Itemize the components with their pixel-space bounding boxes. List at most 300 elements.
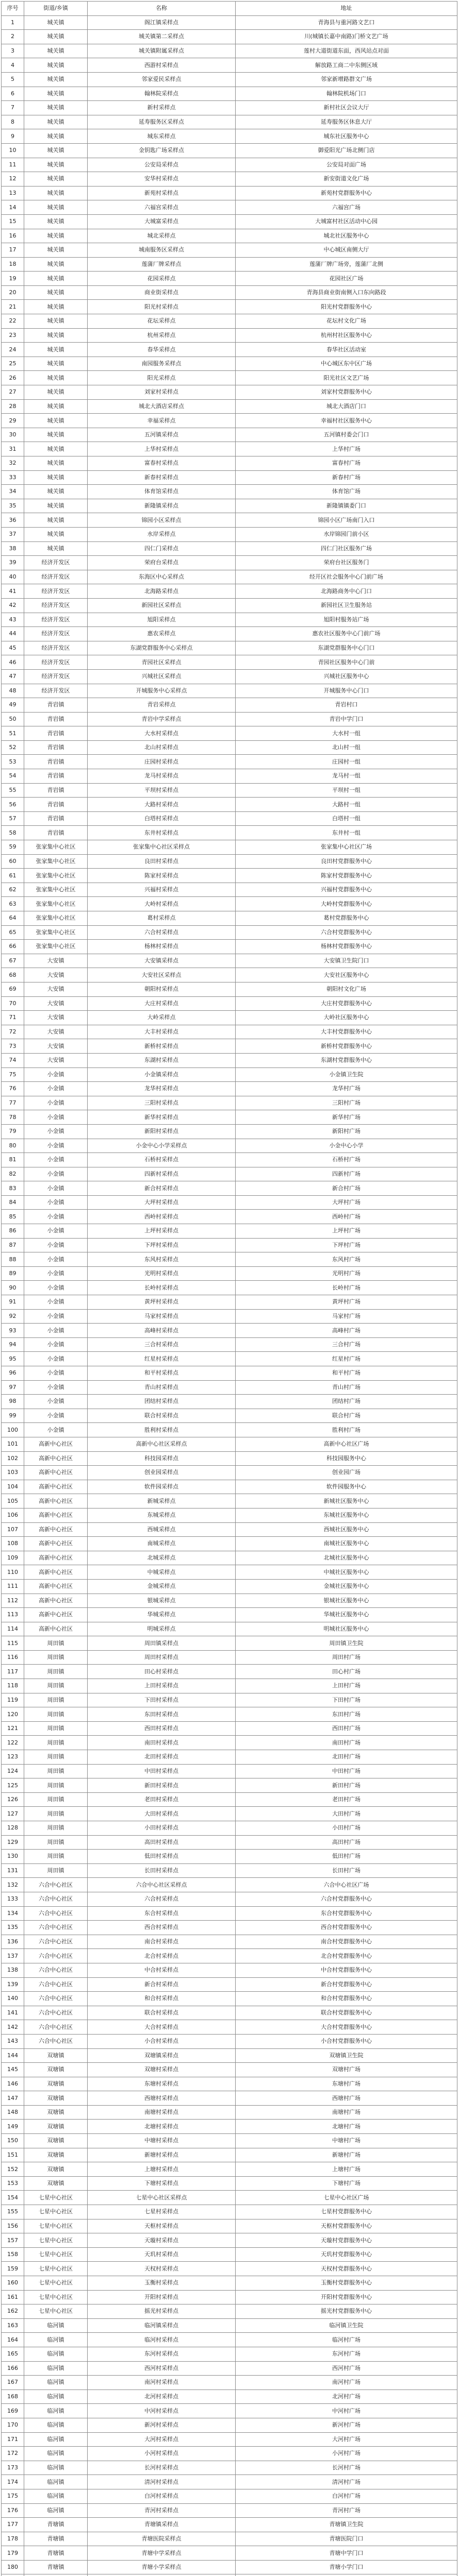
cell-town: 小金镇	[24, 1139, 88, 1153]
cell-site-name: 刘家村采样点	[88, 385, 236, 400]
cell-address: 上塘村广场	[236, 2162, 457, 2177]
cell-address: 大水村一组	[236, 726, 457, 741]
cell-town: 周田镇	[24, 1707, 88, 1722]
cell-town: 临河镇	[24, 2333, 88, 2347]
cell-address: 大合村党群服务中心	[236, 2020, 457, 2035]
cell-town: 城关镇	[24, 172, 88, 187]
cell-site-name: 兴城社区采样点	[88, 669, 236, 684]
cell-index: 49	[2, 698, 24, 713]
cell-address: 金城社区服务中心	[236, 1579, 457, 1594]
cell-address: 刘家村党群服务中心	[236, 385, 457, 400]
cell-index: 113	[2, 1608, 24, 1622]
cell-index: 87	[2, 1238, 24, 1252]
table-row	[2, 982, 457, 996]
table-row	[2, 1039, 457, 1054]
cell-index: 167	[2, 2376, 24, 2390]
cell-address: 六合中心社区广场	[236, 1878, 457, 1892]
cell-address: 龙马村一组	[236, 769, 457, 784]
cell-site-name: 富春村采样点	[88, 456, 236, 471]
cell-index: 111	[2, 1579, 24, 1594]
cell-town: 临河镇	[24, 2376, 88, 2390]
table-row	[2, 1139, 457, 1153]
cell-site-name: 新园社区采样点	[88, 598, 236, 613]
cell-index: 152	[2, 2162, 24, 2177]
cell-town: 临河镇	[24, 2503, 88, 2518]
cell-address: 高新中心社区广场	[236, 1437, 457, 1451]
cell-site-name: 西河村采样点	[88, 2361, 236, 2376]
cell-site-name: 华城采样点	[88, 1608, 236, 1622]
cell-index: 121	[2, 1721, 24, 1736]
cell-town: 城关镇	[24, 214, 88, 229]
cell-town: 周田镇	[24, 1863, 88, 1878]
cell-address: 上华村广场	[236, 442, 457, 456]
table-row	[2, 243, 457, 258]
cell-address: 东塘村广场	[236, 2077, 457, 2091]
cell-index: 20	[2, 285, 24, 300]
cell-site-name: 青岩采样点	[88, 698, 236, 713]
table-row	[2, 1281, 457, 1295]
cell-site-name: 旭阳采样点	[88, 613, 236, 627]
cell-index: 146	[2, 2077, 24, 2091]
cell-town: 六合中心社区	[24, 1992, 88, 2006]
cell-town: 双塘镇	[24, 2077, 88, 2091]
cell-index: 63	[2, 897, 24, 911]
cell-address: 小金中心小学	[236, 1139, 457, 1153]
cell-address: 光明村广场	[236, 1266, 457, 1281]
cell-address: 水岸锦园门前小区	[236, 527, 457, 541]
cell-address: 南田村广场	[236, 1736, 457, 1750]
cell-index: 67	[2, 954, 24, 968]
cell-site-name: 小田村采样点	[88, 1821, 236, 1836]
cell-town: 小金镇	[24, 1395, 88, 1409]
cell-site-name: 青塘小学采样点	[88, 2560, 236, 2574]
cell-site-name: 低田村采样点	[88, 1850, 236, 1864]
cell-index: 47	[2, 669, 24, 684]
cell-address: 新合村党群服务中心	[236, 1977, 457, 1992]
cell-index: 21	[2, 300, 24, 314]
table-row	[2, 2489, 457, 2503]
cell-town: 青岩镇	[24, 798, 88, 812]
table-row	[2, 1721, 457, 1736]
cell-town: 周田镇	[24, 1693, 88, 1707]
cell-town: 高新中心社区	[24, 1608, 88, 1622]
table-row	[2, 371, 457, 385]
cell-index: 116	[2, 1650, 24, 1665]
cell-town: 七星中心社区	[24, 2304, 88, 2319]
cell-town: 小金镇	[24, 1167, 88, 1181]
cell-address: 大城富村社区活动中心园	[236, 214, 457, 229]
table-row	[2, 925, 457, 940]
cell-address: 临河村广场	[236, 2333, 457, 2347]
cell-index: 148	[2, 2105, 24, 2120]
cell-site-name: 上田村采样点	[88, 1679, 236, 1693]
cell-site-name: 新村采样点	[88, 101, 236, 115]
cell-index: 130	[2, 1850, 24, 1864]
cell-index: 91	[2, 1295, 24, 1310]
cell-town: 高新中心社区	[24, 1551, 88, 1565]
cell-site-name: 长岭村采样点	[88, 1281, 236, 1295]
cell-town: 高新中心社区	[24, 1437, 88, 1451]
cell-address: 临河镇卫生院	[236, 2318, 457, 2333]
table-row	[2, 1238, 457, 1252]
cell-site-name: 四新村采样点	[88, 1167, 236, 1181]
cell-index: 163	[2, 2318, 24, 2333]
cell-index: 176	[2, 2503, 24, 2518]
cell-address: 低田村广场	[236, 1850, 457, 1864]
table-row	[2, 1608, 457, 1622]
cell-address: 陈家村党群服务中心	[236, 869, 457, 883]
cell-address: 中塘村广场	[236, 2134, 457, 2148]
cell-address: 天枢村党群服务中心	[236, 2219, 457, 2233]
table-row	[2, 1921, 457, 1935]
table-row	[2, 1352, 457, 1366]
cell-town: 城关镇	[24, 101, 88, 115]
table-row	[2, 2205, 457, 2219]
cell-site-name: 七星中心社区采样点	[88, 2191, 236, 2205]
cell-site-name: 北合村采样点	[88, 1949, 236, 1963]
cell-index: 68	[2, 968, 24, 982]
cell-town: 张家集中心社区	[24, 911, 88, 926]
cell-index: 115	[2, 1636, 24, 1651]
cell-site-name: 青山村采样点	[88, 1380, 236, 1395]
table-row	[2, 2006, 457, 2020]
cell-index: 4	[2, 58, 24, 73]
cell-town: 城关镇	[24, 485, 88, 499]
cell-site-name: 双塘镇采样点	[88, 2048, 236, 2063]
cell-address: 下塘村广场	[236, 2176, 457, 2191]
cell-address: 兴福村党群服务中心	[236, 883, 457, 897]
table-row	[2, 328, 457, 343]
cell-index: 141	[2, 2006, 24, 2020]
cell-site-name: 七星村采样点	[88, 2205, 236, 2219]
cell-site-name: 青河村采样点	[88, 2503, 236, 2518]
cell-index: 95	[2, 1352, 24, 1366]
cell-address: 长河村广场	[236, 2461, 457, 2475]
table-row	[2, 869, 457, 883]
cell-address: 红星村广场	[236, 1352, 457, 1366]
cell-index: 52	[2, 740, 24, 755]
cell-site-name: 小金中心小学采样点	[88, 1139, 236, 1153]
cell-address: 黄坪村广场	[236, 1295, 457, 1310]
table-row	[2, 911, 457, 926]
cell-index: 157	[2, 2233, 24, 2248]
table-row	[2, 613, 457, 627]
cell-town: 小金镇	[24, 1409, 88, 1423]
cell-address: 花园社区广场	[236, 272, 457, 286]
cell-address: 西合村党群服务中心	[236, 1921, 457, 1935]
cell-town: 城关镇	[24, 527, 88, 541]
cell-index: 26	[2, 371, 24, 385]
cell-index: 108	[2, 1537, 24, 1551]
cell-address: 东合村党群服务中心	[236, 1906, 457, 1921]
cell-index: 82	[2, 1167, 24, 1181]
table-row	[2, 2034, 457, 2048]
cell-address: 良田村党群服务中心	[236, 854, 457, 869]
cell-address: 青海县商业街南侧入口东向路段	[236, 285, 457, 300]
cell-town: 周田镇	[24, 1778, 88, 1793]
table-row	[2, 1863, 457, 1878]
cell-site-name: 黄坪村采样点	[88, 1295, 236, 1310]
cell-site-name: 延寿服务区采样点	[88, 115, 236, 129]
cell-index: 43	[2, 613, 24, 627]
cell-site-name: 南城采样点	[88, 1537, 236, 1551]
cell-site-name: 北海路采样点	[88, 584, 236, 599]
cell-index: 28	[2, 399, 24, 414]
cell-address: 北海路商务中心门口	[236, 584, 457, 599]
cell-address: 幸福村社区服务中心	[236, 414, 457, 428]
cell-site-name: 五河镇采样点	[88, 428, 236, 442]
cell-address: 城北社区服务中心	[236, 229, 457, 243]
table-row	[2, 485, 457, 499]
table-row	[2, 1821, 457, 1836]
table-row	[2, 2134, 457, 2148]
cell-address: 双塘村广场	[236, 2063, 457, 2077]
cell-address: 南河村广场	[236, 2376, 457, 2390]
cell-index: 94	[2, 1337, 24, 1352]
cell-index: 46	[2, 655, 24, 670]
cell-address: 龙华村广场	[236, 1082, 457, 1096]
cell-address: 西田村广场	[236, 1721, 457, 1736]
table-row	[2, 1011, 457, 1025]
table-row	[2, 428, 457, 442]
cell-site-name: 西田村采样点	[88, 1721, 236, 1736]
header-town: 街道/乡镇	[24, 2, 88, 16]
cell-town: 临河镇	[24, 2432, 88, 2447]
cell-site-name: 新河村采样点	[88, 2418, 236, 2432]
cell-index: 101	[2, 1437, 24, 1451]
cell-town: 双塘镇	[24, 2162, 88, 2177]
cell-site-name: 高新中心社区采样点	[88, 1437, 236, 1451]
cell-index: 137	[2, 1949, 24, 1963]
cell-town: 青塘镇	[24, 2546, 88, 2561]
table-row	[2, 2063, 457, 2077]
cell-index: 6	[2, 87, 24, 101]
table-row	[2, 1025, 457, 1039]
cell-town: 城关镇	[24, 15, 88, 30]
table-row	[2, 87, 457, 101]
cell-address: 新桥村党群服务中心	[236, 1039, 457, 1054]
cell-address: 东城社区服务中心	[236, 1508, 457, 1522]
cell-index: 164	[2, 2333, 24, 2347]
cell-address: 软件园服务中心	[236, 1480, 457, 1494]
table-row	[2, 158, 457, 172]
cell-town: 大安镇	[24, 1025, 88, 1039]
cell-address: 中河村广场	[236, 2404, 457, 2418]
table-row	[2, 798, 457, 812]
cell-site-name: 三合村采样点	[88, 1337, 236, 1352]
cell-town: 小金镇	[24, 1295, 88, 1310]
cell-town: 青岩镇	[24, 769, 88, 784]
table-row	[2, 954, 457, 968]
cell-town: 城关镇	[24, 385, 88, 400]
table-row	[2, 1423, 457, 1437]
cell-town: 城关镇	[24, 300, 88, 314]
table-row	[2, 1835, 457, 1850]
cell-index: 72	[2, 1025, 24, 1039]
cell-site-name: 张家集中心社区采样点	[88, 840, 236, 855]
cell-index: 153	[2, 2176, 24, 2191]
cell-index: 144	[2, 2048, 24, 2063]
cell-site-name: 新苑村采样点	[88, 186, 236, 200]
table-row	[2, 1878, 457, 1892]
cell-address: 明城社区服务中心	[236, 1622, 457, 1636]
cell-site-name: 临河镇采样点	[88, 2318, 236, 2333]
cell-site-name: 邻家爱民采样点	[88, 72, 236, 87]
cell-town: 城关镇	[24, 442, 88, 456]
cell-site-name: 大岭村采样点	[88, 897, 236, 911]
cell-site-name: 下坪村采样点	[88, 1238, 236, 1252]
cell-town: 青塘镇	[24, 2560, 88, 2574]
cell-index: 55	[2, 783, 24, 798]
cell-town: 城关镇	[24, 143, 88, 158]
table-row	[2, 1792, 457, 1807]
cell-site-name: 锦园小区采样点	[88, 513, 236, 528]
cell-site-name: 西游村采样点	[88, 58, 236, 73]
cell-town: 七星中心社区	[24, 2219, 88, 2233]
cell-town: 小金镇	[24, 1337, 88, 1352]
cell-site-name: 天玑村采样点	[88, 2247, 236, 2262]
cell-address: 新阳村广场	[236, 1124, 457, 1139]
cell-site-name: 高田村采样点	[88, 1835, 236, 1850]
cell-address: 青岩中学门口	[236, 712, 457, 726]
cell-address: 胜利村广场	[236, 1423, 457, 1437]
table-row	[2, 2020, 457, 2035]
cell-town: 城关镇	[24, 470, 88, 485]
cell-town: 周田镇	[24, 1650, 88, 1665]
cell-index: 66	[2, 940, 24, 954]
cell-address: 六合村党群服务中心	[236, 1892, 457, 1906]
cell-town: 双塘镇	[24, 2048, 88, 2063]
cell-town: 城关镇	[24, 541, 88, 556]
cell-address: 川(城镇长嘉中南路)门桥文艺广场	[236, 30, 457, 44]
cell-site-name: 玉衡村采样点	[88, 2276, 236, 2291]
cell-address: 新安街道文化广场	[236, 172, 457, 187]
table-row	[2, 2233, 457, 2248]
cell-site-name: 大水村采样点	[88, 726, 236, 741]
cell-town: 高新中心社区	[24, 1451, 88, 1466]
cell-site-name: 惠农采样点	[88, 627, 236, 641]
cell-town: 高新中心社区	[24, 1537, 88, 1551]
cell-site-name: 下塘村采样点	[88, 2176, 236, 2191]
cell-site-name: 良田村采样点	[88, 854, 236, 869]
table-row	[2, 1565, 457, 1580]
cell-address: 六福宫广场	[236, 200, 457, 215]
cell-town: 城关镇	[24, 30, 88, 44]
cell-address: 石桥村广场	[236, 1153, 457, 1167]
cell-town: 高新中心社区	[24, 1522, 88, 1537]
cell-index: 109	[2, 1551, 24, 1565]
cell-town: 双塘镇	[24, 2134, 88, 2148]
cell-index: 161	[2, 2290, 24, 2304]
cell-address: 高田村广场	[236, 1835, 457, 1850]
cell-town: 张家集中心社区	[24, 883, 88, 897]
table-row	[2, 1409, 457, 1423]
cell-site-name: 中河村采样点	[88, 2404, 236, 2418]
table-row	[2, 2219, 457, 2233]
table-row	[2, 627, 457, 641]
cell-address: 天权村党群服务中心	[236, 2262, 457, 2276]
cell-town: 青塘镇	[24, 2518, 88, 2532]
cell-town: 临河镇	[24, 2461, 88, 2475]
table-row	[2, 2191, 457, 2205]
table-row	[2, 1707, 457, 1722]
cell-town: 六合中心社区	[24, 1878, 88, 1892]
cell-site-name: 大庄村采样点	[88, 996, 236, 1011]
table-row	[2, 1266, 457, 1281]
table-row	[2, 1622, 457, 1636]
cell-site-name: 周田镇采样点	[88, 1636, 236, 1651]
cell-address: 南塘村广场	[236, 2105, 457, 2120]
cell-address: 团结村广场	[236, 1395, 457, 1409]
table-row	[2, 1850, 457, 1864]
table-row	[2, 1224, 457, 1239]
cell-town: 城关镇	[24, 72, 88, 87]
cell-address: 上田村广场	[236, 1679, 457, 1693]
cell-town: 小金镇	[24, 1210, 88, 1224]
cell-site-name: 东风村采样点	[88, 1252, 236, 1267]
table-row	[2, 584, 457, 599]
cell-site-name: 天权村采样点	[88, 2262, 236, 2276]
cell-town: 经济开发区	[24, 570, 88, 584]
cell-address: 开城服务中心门口	[236, 684, 457, 698]
cell-town: 经济开发区	[24, 627, 88, 641]
cell-address: 七星中心社区广场	[236, 2191, 457, 2205]
cell-address: 延寿服务区休息大厅	[236, 115, 457, 129]
cell-town: 高新中心社区	[24, 1466, 88, 1480]
table-row	[2, 1750, 457, 1765]
table-row	[2, 527, 457, 541]
cell-address: 解放路工商二中东侧区域	[236, 58, 457, 73]
cell-address: 东井村一组	[236, 826, 457, 840]
cell-address: 联合村广场	[236, 1409, 457, 1423]
cell-town: 城关镇	[24, 314, 88, 329]
cell-index: 76	[2, 1082, 24, 1096]
cell-town: 经济开发区	[24, 613, 88, 627]
cell-index: 7	[2, 101, 24, 115]
cell-index: 60	[2, 854, 24, 869]
cell-town: 大安镇	[24, 1039, 88, 1054]
cell-site-name: 六合村采样点	[88, 1892, 236, 1906]
cell-index: 125	[2, 1778, 24, 1793]
table-row	[2, 1636, 457, 1651]
cell-site-name: 小河村采样点	[88, 2447, 236, 2461]
cell-town: 周田镇	[24, 1821, 88, 1836]
cell-town: 城关镇	[24, 158, 88, 172]
table-row	[2, 2262, 457, 2276]
table-row	[2, 1366, 457, 1381]
cell-town: 小金镇	[24, 1324, 88, 1338]
cell-site-name: 大河村采样点	[88, 2432, 236, 2447]
cell-index: 40	[2, 570, 24, 584]
table-row	[2, 1124, 457, 1139]
cell-site-name: 体育馆采样点	[88, 485, 236, 499]
cell-site-name: 东合村采样点	[88, 1906, 236, 1921]
cell-town: 城关镇	[24, 513, 88, 528]
table-row	[2, 300, 457, 314]
cell-site-name: 西合村采样点	[88, 1921, 236, 1935]
cell-address: 杭州村社区服务中心	[236, 328, 457, 343]
cell-town: 城关镇	[24, 456, 88, 471]
table-row	[2, 257, 457, 272]
cell-site-name: 清河村采样点	[88, 2475, 236, 2489]
table-row	[2, 2276, 457, 2291]
cell-address: 小金镇卫生院	[236, 1067, 457, 1082]
table-row	[2, 200, 457, 215]
table-row	[2, 72, 457, 87]
cell-site-name: 中塘村采样点	[88, 2134, 236, 2148]
cell-town: 七星中心社区	[24, 2262, 88, 2276]
cell-index: 70	[2, 996, 24, 1011]
